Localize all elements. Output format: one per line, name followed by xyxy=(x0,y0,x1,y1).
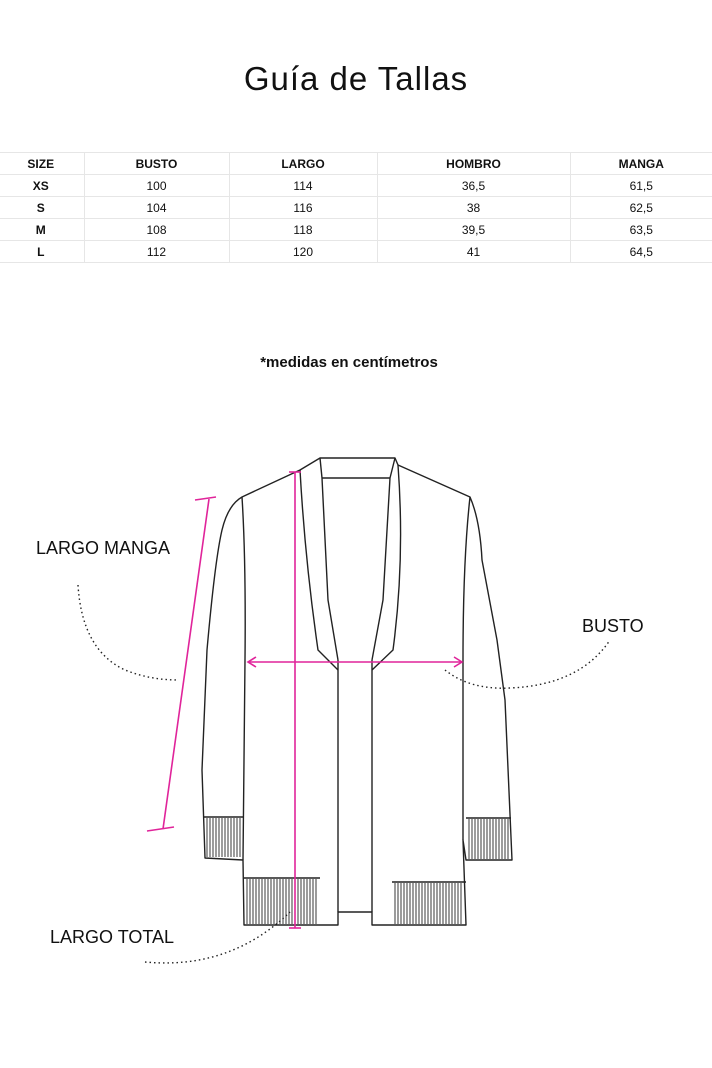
table-cell: 118 xyxy=(229,219,377,241)
table-cell: 104 xyxy=(84,197,229,219)
table-cell: 114 xyxy=(229,175,377,197)
table-cell: 38 xyxy=(377,197,570,219)
table-cell: 108 xyxy=(84,219,229,241)
table-cell: 39,5 xyxy=(377,219,570,241)
table-cell: 61,5 xyxy=(570,175,712,197)
table-cell: M xyxy=(0,219,84,241)
label-largo-manga: LARGO MANGA xyxy=(36,538,171,558)
header-manga: MANGA xyxy=(570,153,712,175)
header-hombro: HOMBRO xyxy=(377,153,570,175)
page-title: Guía de Tallas xyxy=(243,60,469,97)
leader-busto xyxy=(445,640,610,688)
table-cell: 120 xyxy=(229,241,377,263)
label-largo-total: LARGO TOTAL xyxy=(50,927,175,947)
table-cell: 112 xyxy=(84,241,229,263)
cuff-ribbing-right xyxy=(469,819,508,859)
measure-largo-total xyxy=(289,472,301,928)
header-largo: LARGO xyxy=(229,153,377,175)
header-size: SIZE xyxy=(0,153,84,175)
hem-ribbing-right xyxy=(395,883,461,924)
table-cell: 116 xyxy=(229,197,377,219)
leader-lines xyxy=(78,585,610,963)
units-note: *medidas en centímetros xyxy=(260,354,438,371)
table-cell: 36,5 xyxy=(377,175,570,197)
table-cell: XS xyxy=(0,175,84,197)
cardigan-outline xyxy=(202,458,512,925)
table-cell: 63,5 xyxy=(570,219,712,241)
label-busto: BUSTO xyxy=(582,616,644,636)
measure-busto xyxy=(248,657,462,667)
table-cell: S xyxy=(0,197,84,219)
hem-ribbing-left xyxy=(247,879,316,924)
leader-largo-manga xyxy=(78,585,178,680)
table-cell: 41 xyxy=(377,241,570,263)
table-cell: L xyxy=(0,241,84,263)
header-busto: BUSTO xyxy=(84,153,229,175)
table-cell: 64,5 xyxy=(570,241,712,263)
table-cell: 62,5 xyxy=(570,197,712,219)
cuff-ribbing-left xyxy=(207,818,240,857)
table-cell: 100 xyxy=(84,175,229,197)
